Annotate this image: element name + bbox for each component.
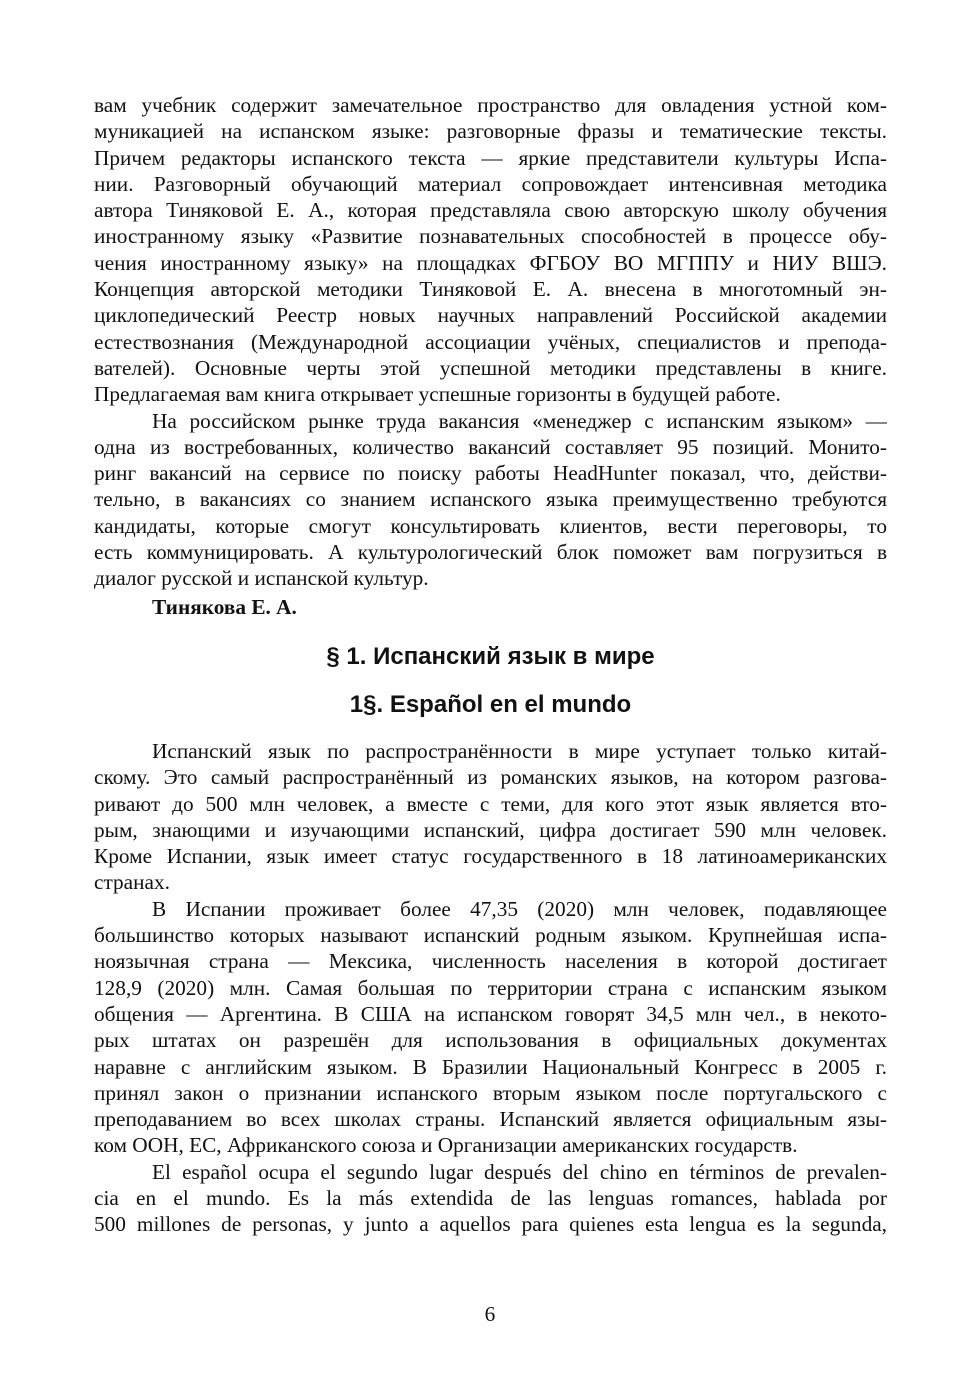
text-line: рым, знающими и изучающими испанский, цифра достигает 590 млн человек. — [94, 817, 887, 842]
paragraph-spanish-prevalence-ru — [94, 738, 887, 896]
text-line: На российском рынке труда вакансия «менеджер с испанским языком» — — [152, 408, 887, 433]
text-line: тельно, в вакансиях со знанием испанского языка преимущественно требуются — [94, 487, 887, 512]
text-line: муникацией на испанском языке: разговорные фразы и тематические тексты. — [94, 119, 887, 144]
text-line: ноязычная страна — Мексика, численность населения в которой достигает — [94, 949, 887, 974]
page-body — [94, 92, 887, 1238]
text-line: ринг вакансий на сервисе по поиску работы HeadHunter показал, что, действи- — [94, 461, 887, 486]
text-line: циклопедический Реестр новых научных направлений Российской академии — [94, 303, 887, 328]
text-line: вателей). Основные черты этой успешной методики представлены в книге. — [94, 355, 887, 380]
text-line: странах. — [94, 870, 170, 895]
paragraph-intro-continued — [94, 92, 887, 408]
page-number: 6 — [484, 1302, 496, 1326]
text-line: Концепция авторской методики Тиняковой Е. А. внесена в многотомный эн- — [94, 277, 887, 302]
text-line: наравне с английским языком. В Бразилии Национальный Конгресс в 2005 г. — [94, 1054, 887, 1079]
text-line: кандидаты, которые смогут консультировать клиентов, вести переговоры, то — [94, 513, 887, 538]
paragraph-job-market — [94, 408, 887, 592]
text-line: принял закон о признании испанского вторым языком после португальского с — [94, 1080, 887, 1105]
author-signature: Тинякова Е. А. — [152, 594, 297, 619]
text-line: иностранному языку «Развитие познавательных способностей в процессе обу- — [94, 224, 887, 249]
text-line: нии. Разговорный обучающий материал сопровождает интенсивная методика — [94, 171, 887, 196]
text-line: есть коммуницировать. А культурологический блок поможет вам погрузиться в — [94, 540, 887, 565]
text-line: В Испании проживает более 47,35 (2020) млн человек, подавляющее — [152, 896, 887, 921]
text-line: 128,9 (2020) млн. Самая большая по территории страна с испанским языком — [94, 975, 887, 1000]
text-line: Кроме Испании, язык имеет статус государственного в 18 латиноамериканских — [94, 844, 887, 869]
text-line: El español ocupa el segundo lugar después del chino en términos de prevalen- — [152, 1159, 887, 1184]
text-line: Причем редакторы испанского текста — яркие представители культуры Испа- — [94, 145, 887, 170]
text-line: одна из востребованных, количество вакансий составляет 95 позиций. Монито- — [94, 434, 887, 459]
text-line: рых штатах он разрешён для использования в официальных документах — [94, 1028, 887, 1053]
text-line: вам учебник содержит замечательное пространство для овладения устной ком- — [94, 93, 887, 117]
text-line: cia en el mundo. Es la más extendida de las lenguas romances, hablada por — [94, 1185, 887, 1210]
paragraph-spanish-prevalence-es — [94, 1159, 887, 1238]
text-line: Предлагаемая вам книга открывает успешные горизонты в будущей работе. — [94, 382, 781, 407]
text-line: естествознания (Международной ассоциации учёных, специалистов и препода- — [94, 329, 887, 354]
text-line: чения иностранному языку» на площадках ФГБОУ ВО МГППУ и НИУ ВШЭ. — [94, 250, 887, 275]
text-line: скому. Это самый распространённый из романских языков, на котором разгова- — [94, 765, 887, 790]
text-line: ком ООН, ЕС, Африканского союза и Организации американских государств. — [94, 1133, 798, 1158]
text-line: автора Тиняковой Е. А., которая представляла свою авторскую школу обучения — [94, 198, 887, 223]
section-title-ru: § 1. Испанский язык в мире — [326, 642, 655, 670]
text-line: Испанский язык по распространённости в мире уступает только китай- — [152, 738, 887, 763]
paragraph-spanish-countries — [94, 896, 887, 1159]
text-line: ривают до 500 млн человек, а вместе с теми, для кого этот язык является вто- — [94, 791, 887, 816]
text-line: общения — Аргентина. В США на испанском говорят 34,5 млн чел., в некото- — [94, 1001, 887, 1026]
text-line: преподаванием во всех школах страны. Испанский является официальным язы- — [94, 1107, 887, 1132]
text-line: диалог русской и испанской культур. — [94, 566, 429, 591]
text-line: большинство которых называют испанский родным языком. Крупнейшая испа- — [94, 923, 887, 948]
text-line: 500 millones de personas, y junto a aquellos para quienes esta lengua es la segunda, — [94, 1212, 887, 1237]
section-title-es: 1§. Español en el mundo — [349, 690, 632, 718]
